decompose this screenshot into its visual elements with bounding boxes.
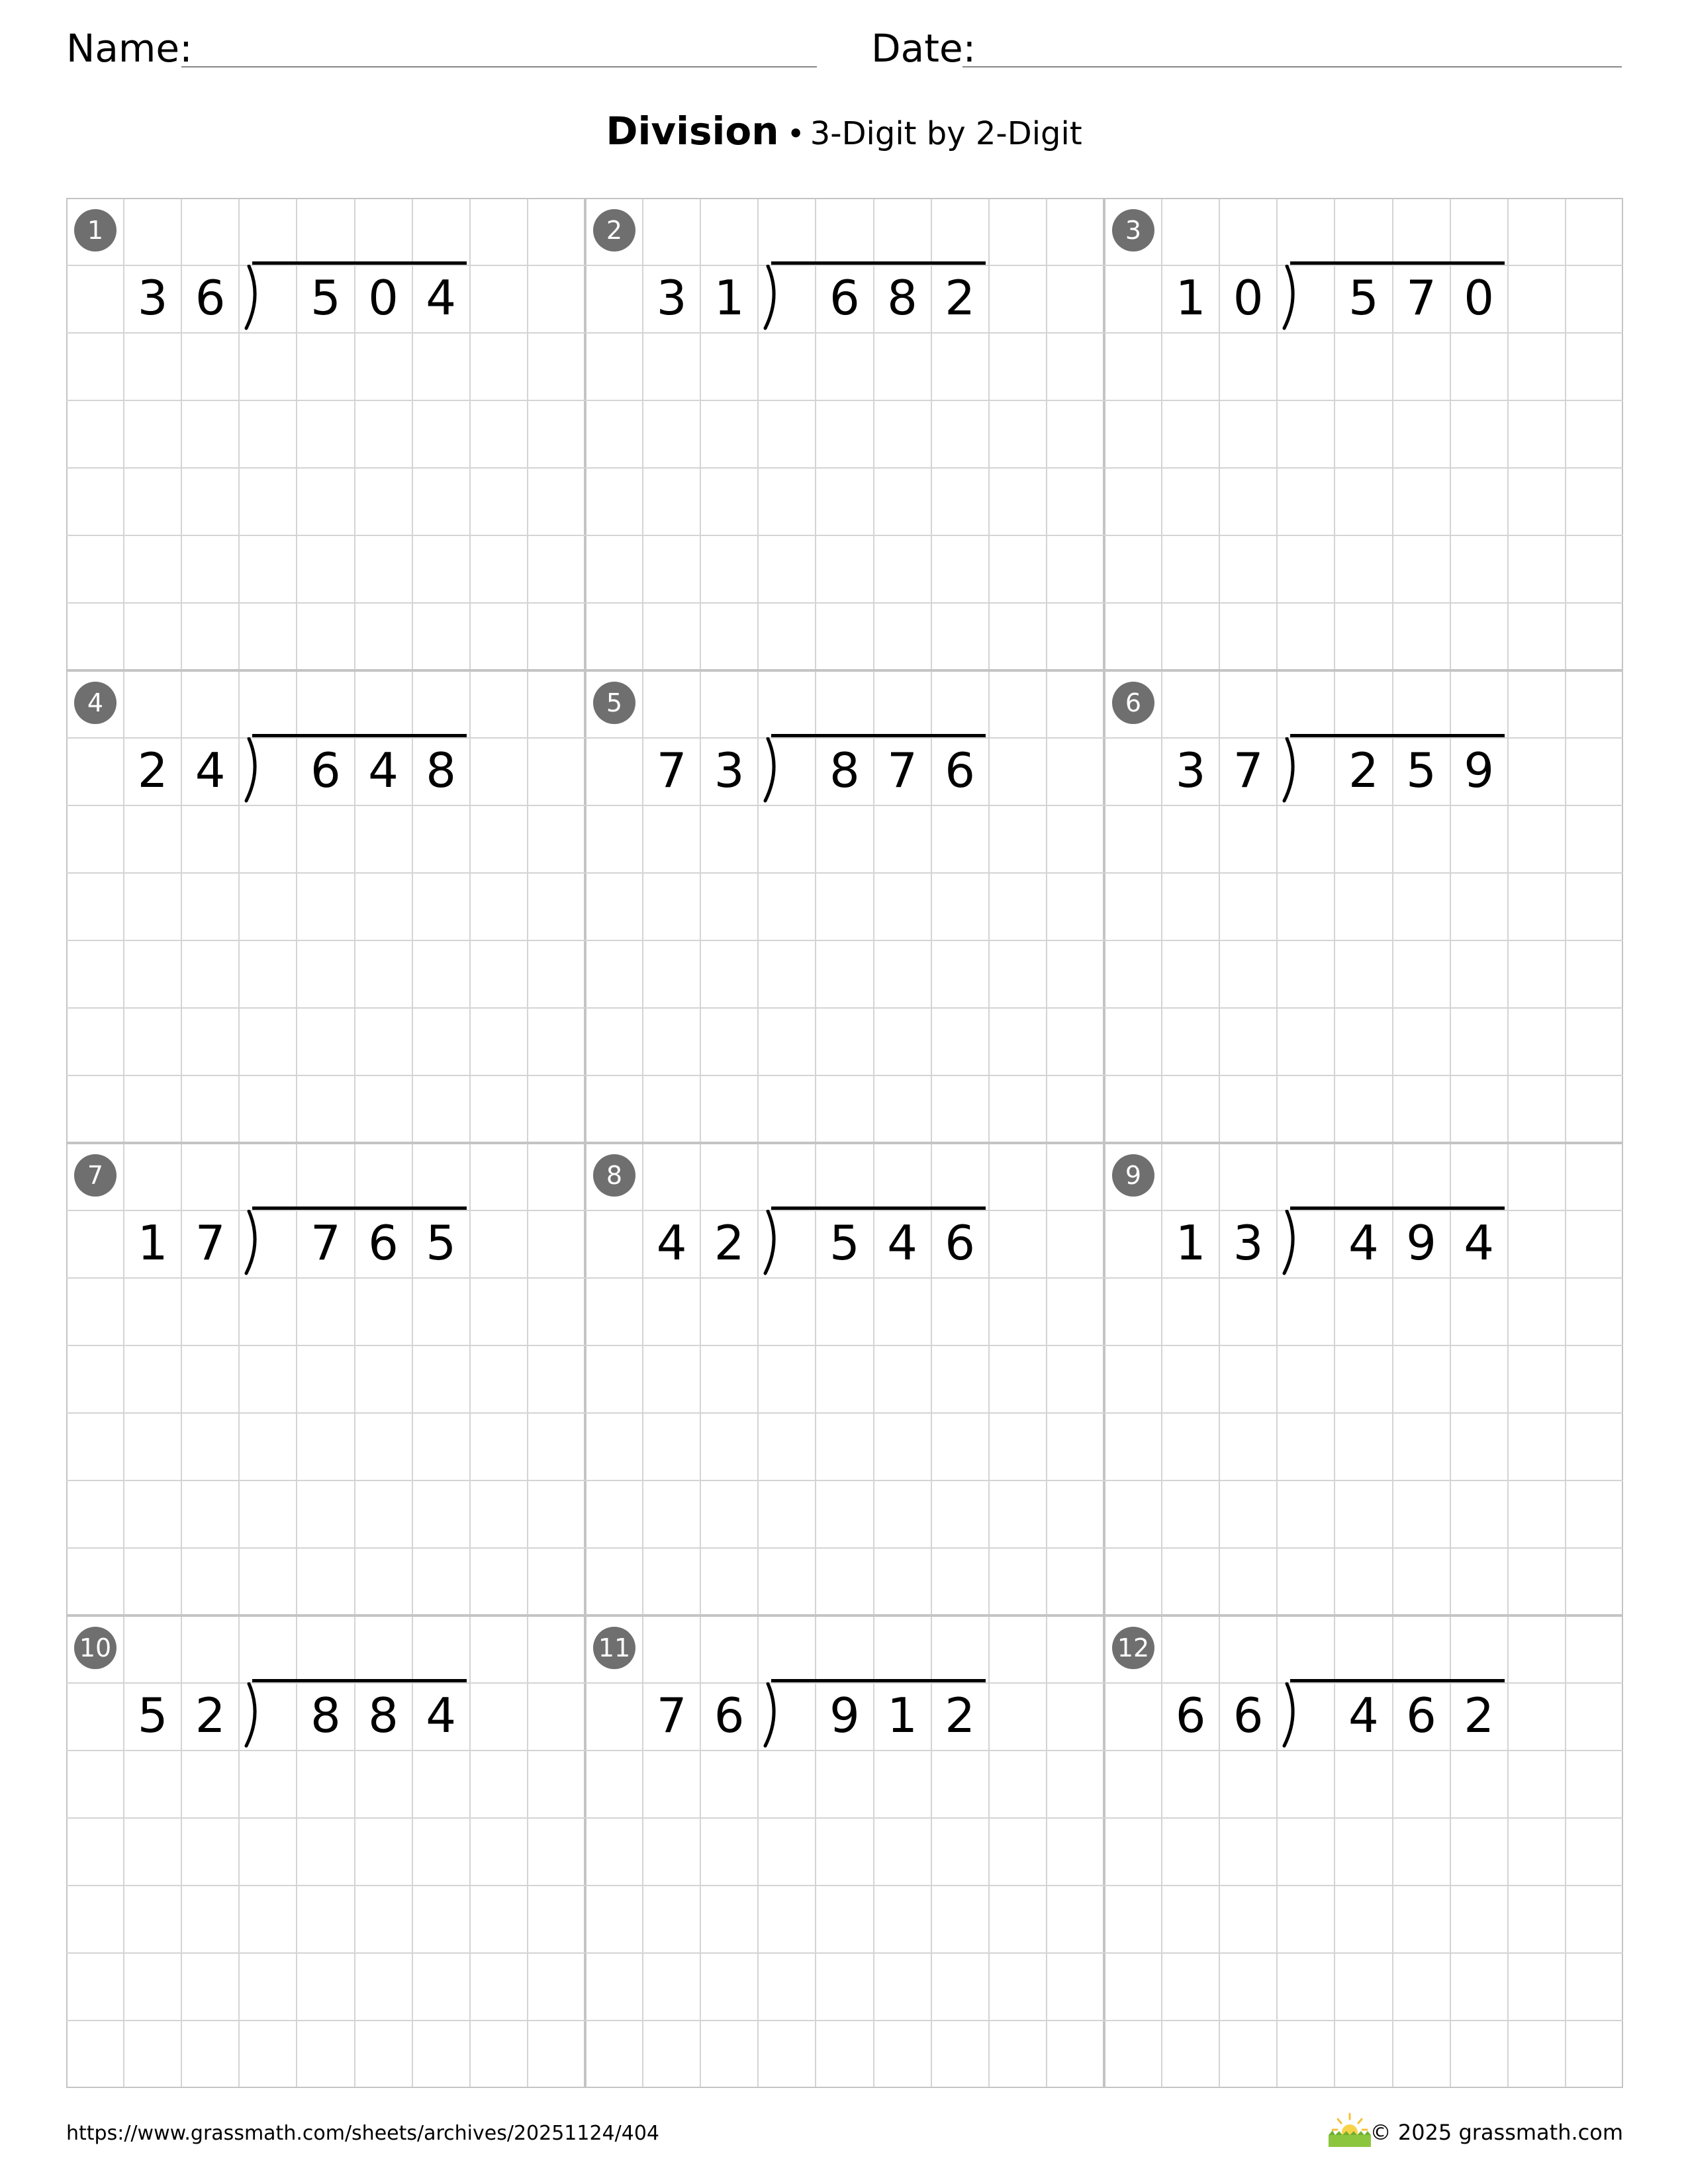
dividend-digit: 6 (1406, 1688, 1436, 1743)
dividend-digit: 2 (1348, 743, 1379, 798)
problem-number-badge: 8 (593, 1154, 635, 1197)
dividend-digit: 4 (1464, 1215, 1494, 1271)
problem-number-badge: 7 (74, 1154, 117, 1197)
divisor-digit: 2 (195, 1688, 226, 1743)
dividend-digit: 8 (829, 743, 860, 798)
problem-2 (585, 198, 1104, 670)
footer-url: https://www.grassmath.com/sheets/archives/20251124/404 (66, 2122, 660, 2145)
footer-copyright: © 2025 grassmath.com (1370, 2120, 1623, 2145)
problem-8 (585, 1143, 1104, 1615)
worksheet-grid (66, 198, 1623, 2088)
dividend-digit: 8 (887, 270, 917, 326)
divisor-digit: 1 (1175, 1215, 1206, 1271)
dividend-digit: 2 (1464, 1688, 1494, 1743)
dividend-digit: 2 (945, 270, 975, 326)
dividend-digit: 5 (426, 1215, 456, 1271)
divisor-digit: 3 (1175, 743, 1206, 798)
work-area[interactable] (1104, 332, 1623, 670)
work-area[interactable] (66, 1749, 585, 2088)
divisor-digit: 7 (656, 1688, 687, 1743)
divisor-digit: 0 (1233, 270, 1264, 326)
problem-number-badge: 3 (1112, 209, 1154, 251)
division-bracket (244, 1682, 262, 1749)
divisor-digit: 3 (137, 270, 168, 326)
dividend-digit: 8 (368, 1688, 399, 1743)
dividend-digit: 6 (829, 270, 860, 326)
division-bracket (763, 1210, 781, 1277)
name-line[interactable] (181, 66, 817, 68)
work-area[interactable] (585, 1749, 1104, 2088)
dividend-digit: 4 (426, 1688, 456, 1743)
sun-over-grass-icon (1326, 2111, 1374, 2148)
divisor-digit: 1 (1175, 270, 1206, 326)
dividend-digit: 5 (1348, 270, 1379, 326)
dividend-digit: 6 (945, 743, 975, 798)
dividend-digit: 4 (368, 743, 399, 798)
dividend-digit: 7 (1406, 270, 1436, 326)
dividend-digit: 8 (426, 743, 456, 798)
work-area[interactable] (585, 804, 1104, 1143)
name-label: Name: (66, 26, 193, 71)
division-bracket (244, 737, 262, 804)
divisor-digit: 4 (195, 743, 226, 798)
division-bracket (244, 265, 262, 332)
division-bracket (763, 1682, 781, 1749)
problem-5 (585, 670, 1104, 1143)
work-area[interactable] (66, 1277, 585, 1615)
dividend-digit: 4 (426, 270, 456, 326)
work-area[interactable] (585, 332, 1104, 670)
work-area[interactable] (66, 804, 585, 1143)
dividend-digit: 0 (1464, 270, 1494, 326)
dividend-digit: 6 (368, 1215, 399, 1271)
dividend-digit: 4 (1348, 1688, 1379, 1743)
dividend-digit: 6 (310, 743, 341, 798)
dividend-digit: 7 (310, 1215, 341, 1271)
dividend-digit: 5 (829, 1215, 860, 1271)
dividend-digit: 9 (829, 1688, 860, 1743)
divisor-digit: 7 (656, 743, 687, 798)
divisor-digit: 3 (656, 270, 687, 326)
problem-number-badge: 1 (74, 209, 117, 251)
problem-number-badge: 5 (593, 682, 635, 724)
division-bracket (1282, 265, 1300, 332)
divisor-digit: 6 (1175, 1688, 1206, 1743)
work-area[interactable] (1104, 1277, 1623, 1615)
divisor-digit: 3 (714, 743, 745, 798)
problem-number-badge: 10 (74, 1627, 117, 1669)
dividend-digit: 5 (310, 270, 341, 326)
dividend-digit: 0 (368, 270, 399, 326)
problem-10 (66, 1615, 585, 2088)
divisor-digit: 1 (137, 1215, 168, 1271)
title-main: Division (606, 109, 779, 154)
dividend-digit: 9 (1464, 743, 1494, 798)
problem-number-badge: 9 (1112, 1154, 1154, 1197)
division-bracket (1282, 1682, 1300, 1749)
divisor-digit: 4 (656, 1215, 687, 1271)
divisor-digit: 7 (1233, 743, 1264, 798)
work-area[interactable] (66, 332, 585, 670)
title-subtitle: 3-Digit by 2-Digit (810, 115, 1082, 152)
divisor-digit: 3 (1233, 1215, 1264, 1271)
divisor-digit: 6 (1233, 1688, 1264, 1743)
divisor-digit: 6 (195, 270, 226, 326)
problem-12 (1104, 1615, 1623, 2088)
division-bracket (1282, 737, 1300, 804)
title-bullet: • (786, 116, 805, 152)
problem-6 (1104, 670, 1623, 1143)
divisor-digit: 2 (137, 743, 168, 798)
dividend-digit: 8 (310, 1688, 341, 1743)
work-area[interactable] (585, 1277, 1104, 1615)
dividend-digit: 9 (1406, 1215, 1436, 1271)
dividend-digit: 4 (887, 1215, 917, 1271)
dividend-digit: 5 (1406, 743, 1436, 798)
divisor-digit: 5 (137, 1688, 168, 1743)
division-bracket (1282, 1210, 1300, 1277)
problem-4 (66, 670, 585, 1143)
work-area[interactable] (1104, 804, 1623, 1143)
division-bracket (763, 265, 781, 332)
date-line[interactable] (962, 66, 1622, 68)
date-label: Date: (871, 26, 976, 71)
dividend-digit: 2 (945, 1688, 975, 1743)
problem-9 (1104, 1143, 1623, 1615)
dividend-digit: 4 (1348, 1215, 1379, 1271)
dividend-digit: 6 (945, 1215, 975, 1271)
divisor-digit: 6 (714, 1688, 745, 1743)
problem-number-badge: 4 (74, 682, 117, 724)
problem-number-badge: 2 (593, 209, 635, 251)
divisor-digit: 7 (195, 1215, 226, 1271)
division-bracket (763, 737, 781, 804)
problem-number-badge: 12 (1112, 1627, 1154, 1669)
work-area[interactable] (1104, 1749, 1623, 2088)
problem-number-badge: 11 (593, 1627, 635, 1669)
dividend-digit: 7 (887, 743, 917, 798)
division-bracket (244, 1210, 262, 1277)
problem-number-badge: 6 (1112, 682, 1154, 724)
problem-1 (66, 198, 585, 670)
problem-3 (1104, 198, 1623, 670)
worksheet-title (0, 105, 1688, 167)
problem-7 (66, 1143, 585, 1615)
dividend-digit: 1 (887, 1688, 917, 1743)
problem-11 (585, 1615, 1104, 2088)
divisor-digit: 1 (714, 270, 745, 326)
divisor-digit: 2 (714, 1215, 745, 1271)
